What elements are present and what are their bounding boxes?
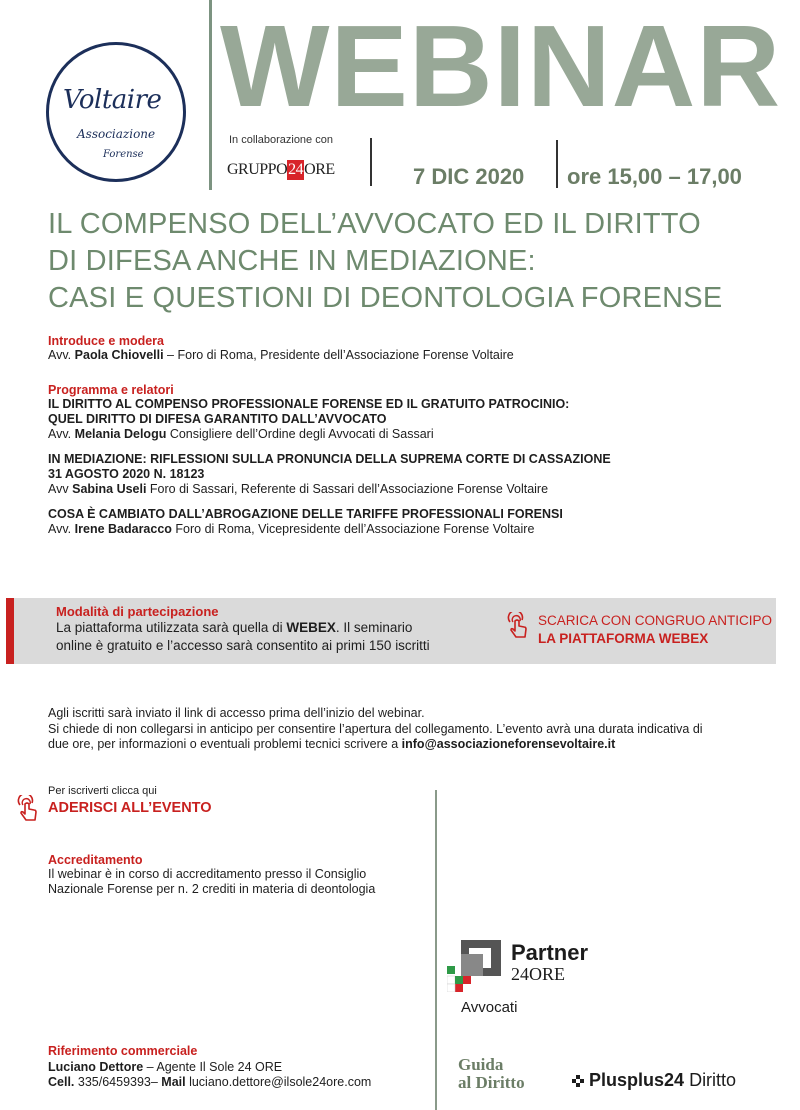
main-title-line3: CASI E QUESTIONI DI DEONTOLOGIA FORENSE [48, 282, 723, 314]
accreditamento-line2: Nazionale Forense per n. 2 crediti in materia di deontologia [48, 882, 376, 896]
talk-speaker [48, 427, 768, 442]
cell-number: 335/6459393– [74, 1075, 162, 1089]
info-line1: Agli iscritti sarà inviato il link di accesso prima dell’inizio del webinar. [48, 706, 425, 720]
intro-role: – Foro di Roma, Presidente dell’Associazione Forense Voltaire [163, 348, 514, 362]
download-line1: SCARICA CON CONGRUO ANTICIPO [538, 613, 773, 628]
guida-line1: Guida [458, 1055, 504, 1074]
speaker-prefix: Avv. [48, 427, 72, 441]
contact-role: – Agente Il Sole 24 ORE [143, 1059, 283, 1074]
participation-label: Modalità di partecipazione [56, 604, 219, 619]
guida-line2: al Diritto [458, 1073, 525, 1092]
speaker-role: Foro di Roma, Vicepresidente dell’Associazione Forense Voltaire [171, 522, 535, 536]
talk-title-line1: IN MEDIAZIONE: RIFLESSIONI SULLA PRONUNCIA DELLA SUPREMA CORTE DI CASSAZIONE [48, 452, 611, 466]
accreditamento-line1: Il webinar è in corso di accreditamento presso il Consiglio [48, 867, 367, 881]
talk-item [48, 507, 768, 537]
intro-speaker [48, 348, 514, 363]
partner-mark-icon [447, 940, 501, 992]
accreditamento-section [48, 853, 428, 897]
logo-text-voltaire: Voltaire [63, 85, 162, 115]
programma-label: Programma e relatori [48, 383, 174, 397]
speaker-role: Foro di Sassari, Referente di Sassari dell’Associazione Forense Voltaire [146, 482, 549, 496]
info-line3 [48, 737, 778, 753]
talk-title-line1: COSA È CAMBIATO DALL’ABROGAZIONE DELLE TARIFFE PROFESSIONALI FORENSI [48, 507, 563, 521]
accreditamento-label: Accreditamento [48, 853, 143, 867]
divider-collab [370, 138, 372, 186]
speaker-name: Sabina Useli [72, 482, 147, 496]
header-divider [209, 0, 212, 190]
speaker-prefix: Avv [48, 482, 69, 496]
event-main-title [48, 206, 778, 317]
plus-brand: Plusplus24 [589, 1070, 685, 1090]
download-line2: LA PIATTAFORMA WEBEX [538, 631, 709, 646]
download-webex-link[interactable] [504, 612, 772, 648]
programma-section [48, 383, 768, 537]
partner24ore-logo [447, 940, 647, 1020]
info-email-link[interactable]: info@associazioneforensevoltaire.it [401, 737, 616, 751]
participation-line1-suffix: . Il seminario [335, 620, 413, 635]
gruppo24ore-part1: GRUPPO [227, 161, 288, 178]
partner-subtitle: 24ORE [511, 964, 565, 984]
plusplus24-logo [572, 1070, 736, 1091]
participation-info [56, 604, 430, 655]
main-title-line2: DI DIFESA ANCHE IN MEDIAZIONE: [48, 245, 536, 277]
talk-title-line2: 31 AGOSTO 2020 N. 18123 [48, 467, 205, 481]
collaboration-label: In collaborazione con [229, 134, 333, 146]
talk-item [48, 452, 768, 497]
commercial-contact [48, 1044, 371, 1091]
info-line2: Si chiede di non collegarsi in anticipo per consentire l’apertura del collegamento. L’evento avrà una durata indicativa di [48, 721, 703, 736]
guida-al-diritto-logo [458, 1056, 525, 1092]
logo-text-associazione: Associazione [77, 127, 156, 141]
intro-label: Introduce e modera [48, 334, 164, 348]
click-hand-icon [14, 795, 42, 823]
main-title-line1: IL COMPENSO DELL’AVVOCATO ED IL DIRITTO [48, 208, 701, 240]
partner-title: Partner [511, 940, 589, 965]
talk-speaker [48, 482, 768, 497]
logo-text-forense: Forense [103, 149, 144, 160]
contact-person [48, 1060, 371, 1076]
info-line3-prefix: due ore, per informazioni o eventuali problemi tecnici scrivere a [48, 737, 402, 751]
signup-hint: Per iscriverti clicca qui [48, 785, 157, 797]
partner-category: Avvocati [461, 999, 518, 1016]
click-hand-icon [504, 612, 532, 640]
speaker-name: Melania Delogu [74, 427, 167, 441]
aderisci-label: ADERISCI ALL’EVENTO [48, 800, 212, 816]
divider-date [556, 140, 558, 188]
participation-line1-prefix: La piattaforma utilizzata sarà quella di [56, 620, 287, 635]
access-info [48, 706, 778, 753]
gruppo24ore-part2: 24 [288, 161, 304, 178]
talk-title-line1: IL DIRITTO AL COMPENSO PROFESSIONALE FORENSE ED IL GRATUITO PATROCINIO: [48, 397, 570, 411]
mail-label: Mail [161, 1075, 186, 1089]
event-date: 7 DIC 2020 [413, 164, 525, 189]
contact-name: Luciano Dettore [48, 1059, 144, 1074]
mail-address[interactable]: luciano.dettore@ilsole24ore.com [185, 1075, 372, 1089]
event-time: ore 15,00 – 17,00 [567, 164, 742, 189]
contact-label: Riferimento commerciale [48, 1044, 198, 1058]
participation-line2: online è gratuito e l’accesso sarà consentito ai primi 150 iscritti [56, 638, 430, 653]
cell-label: Cell. [48, 1075, 75, 1089]
footer-divider [435, 790, 437, 1110]
intro-section [48, 334, 514, 363]
talk-item [48, 397, 768, 442]
participation-webex: WEBEX [286, 620, 336, 635]
intro-name: Paola Chiovelli [74, 348, 164, 362]
speaker-name: Irene Badaracco [74, 522, 172, 536]
voltaire-logo [46, 42, 186, 182]
speaker-prefix: Avv. [48, 522, 72, 536]
gruppo24ore-part3: ORE [304, 161, 335, 178]
gruppo24ore-logo [227, 160, 335, 180]
webinar-title: WEBINAR [220, 1, 782, 131]
contact-details [48, 1075, 371, 1091]
speaker-role: Consigliere dell’Ordine degli Avvocati di Sassari [166, 427, 434, 441]
plus-cross-icon [572, 1075, 584, 1087]
plus-sub: Diritto [684, 1070, 737, 1090]
talk-title-line2: QUEL DIRITTO DI DIFESA GARANTITO DALL’AVVOCATO [48, 412, 387, 426]
participation-band [6, 598, 776, 664]
participation-line1 [56, 619, 430, 637]
talk-speaker [48, 522, 768, 537]
intro-prefix: Avv. [48, 348, 72, 362]
